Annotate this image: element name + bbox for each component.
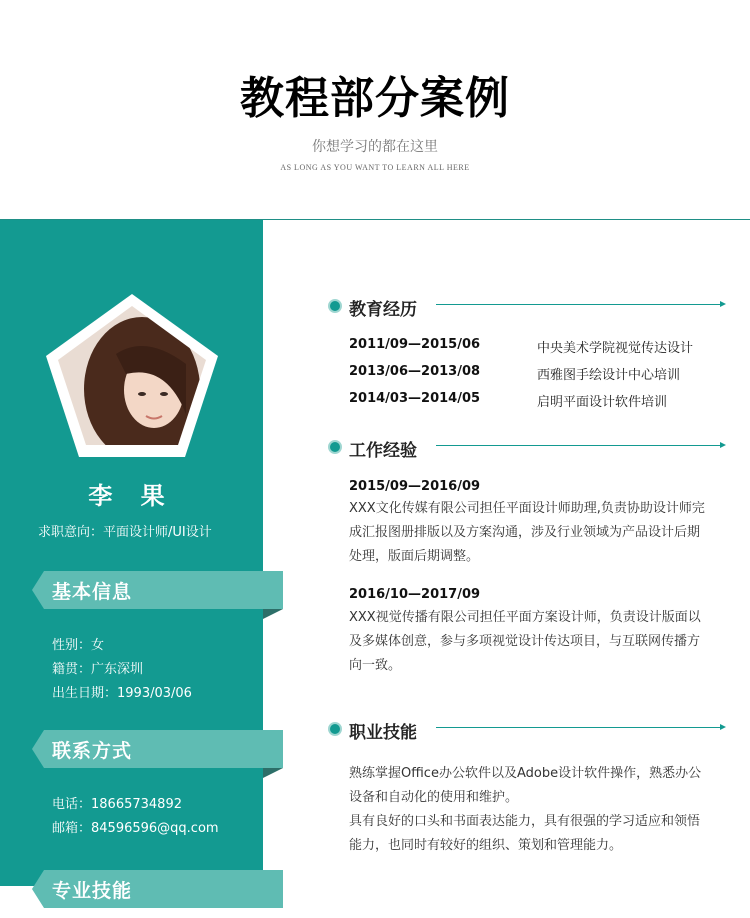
skills-line: 熟练掌握Office办公软件以及Adobe设计软件操作，熟悉办公设备和自动化的使用和维护。 [349, 766, 702, 805]
arrow-right-icon [720, 724, 726, 730]
section-banner-contact [32, 730, 283, 768]
contact-title: 联系方式 [52, 740, 133, 762]
page-subtitle-english: AS LONG AS YOU WANT TO LEARN ALL HERE [280, 163, 470, 172]
page-title: 教程部分案例 [240, 73, 510, 124]
arrow-right-icon [720, 442, 726, 448]
education-heading [328, 295, 728, 319]
skills-heading [328, 718, 728, 742]
heading-rule [436, 304, 724, 305]
education-date: 2013/06—2013/08 [349, 364, 481, 379]
skills-sidebar-title: 专业技能 [52, 880, 133, 902]
info-gender: 性别：女 [52, 638, 105, 653]
pentagon-photo-frame [46, 294, 218, 459]
heading-rule [436, 445, 724, 446]
education-place: 西雅图手绘设计中心培训 [537, 368, 681, 383]
work-description: XXX视觉传播有限公司担任平面方案设计师，负责设计版面以及多媒体创意，参与多项视觉设计传达项目，与互联网传播方向一致。 [349, 610, 701, 673]
job-intent: 求职意向：平面设计师/UI设计 [38, 525, 212, 540]
arrow-right-icon [720, 301, 726, 307]
heading-rule [436, 727, 724, 728]
section-banner-basic [32, 571, 283, 609]
contact-email: 邮箱：84596596@qq.com [52, 821, 219, 836]
candidate-name: 李 果 [88, 482, 175, 510]
bullet-dot-icon [328, 299, 342, 313]
avatar [46, 294, 218, 459]
education-place: 启明平面设计软件培训 [537, 395, 668, 410]
skills-line: 具有良好的口头和书面表达能力，具有很强的学习适应和领悟能力，也同时有较好的组织、策划和管理能力。 [349, 814, 701, 853]
contact-phone: 电话：18665734892 [52, 797, 182, 812]
resume-sidebar [0, 220, 263, 902]
work-date: 2016/10—2017/09 [349, 587, 481, 602]
education-title: 教育经历 [349, 300, 417, 320]
skills-title: 职业技能 [349, 723, 417, 743]
page-subtitle: 你想学习的都在这里 [312, 139, 438, 155]
work-description: XXX文化传媒有限公司担任平面设计师助理,负责协助设计师完成汇报图册排版以及方案沟通，涉及行业领域为产品设计后期处理，版面后期调整。 [349, 501, 705, 564]
education-place: 中央美术学院视觉传达设计 [537, 341, 694, 356]
work-date: 2015/09—2016/09 [349, 479, 481, 494]
basic-info-title: 基本信息 [52, 581, 133, 603]
work-heading [328, 436, 728, 460]
page-header [0, 0, 750, 220]
bullet-dot-icon [328, 722, 342, 736]
info-birthdate: 出生日期：1993/03/06 [52, 686, 192, 701]
work-title: 工作经验 [349, 441, 417, 461]
bullet-dot-icon [328, 440, 342, 454]
education-date: 2011/09—2015/06 [349, 337, 481, 352]
education-date: 2014/03—2014/05 [349, 391, 481, 406]
info-hometown: 籍贯：广东深圳 [52, 662, 144, 677]
section-banner-skills [32, 870, 283, 908]
